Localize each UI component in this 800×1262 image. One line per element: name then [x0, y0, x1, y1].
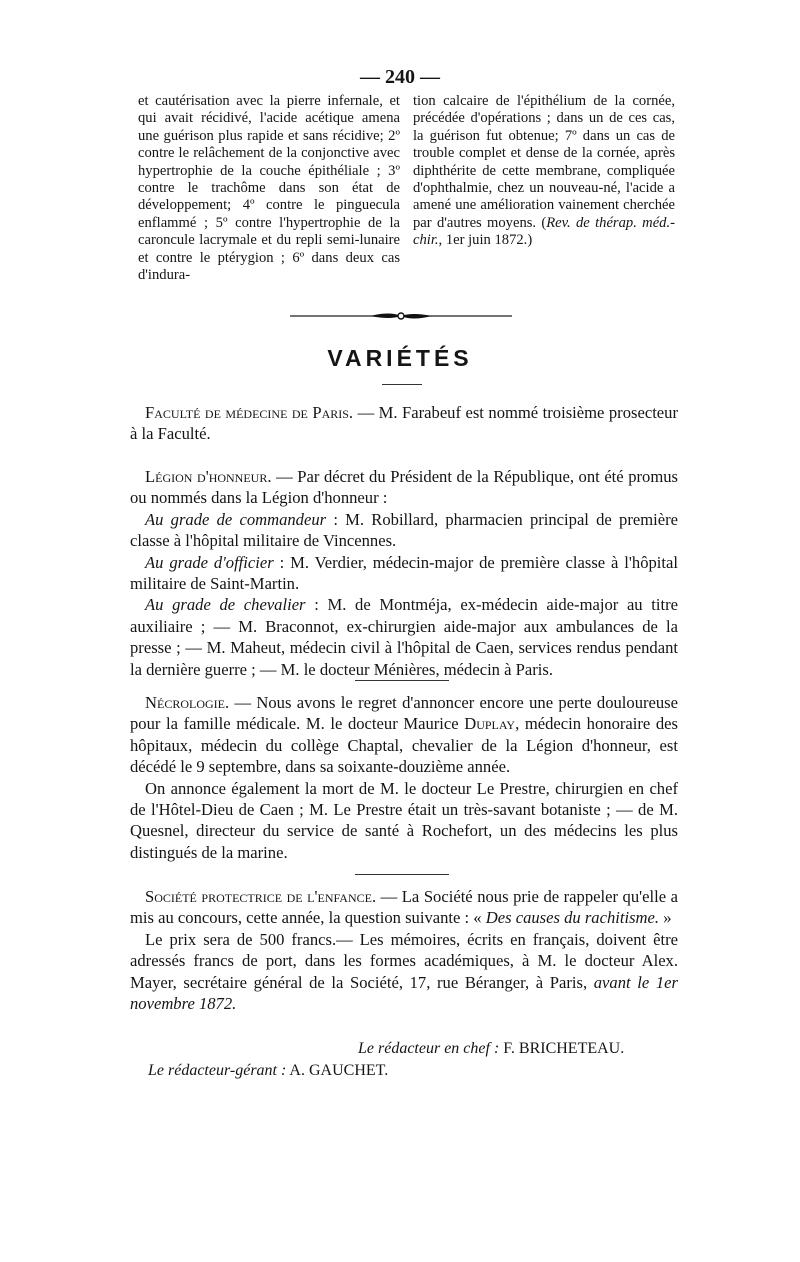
signature-chief-label: Le rédacteur en chef : — [358, 1040, 500, 1057]
left-column-text: et cautérisation avec la pierre infernale, et qui avait récidivé, l'acide acétique amena une guérison plus rapide et sans récidive; 2º contre le relâchement de la conjonctive avec hypertrophie de la couche épithéliale ; 3º contre le trachôme dans son état de développement; 4º contre le pinguecula enflammé ; 5º contre l'hypertrophie de la caroncule lacrymale et du repli semi-lunaire et contre le ptérygion ; 6º dans deux cas d'indura- — [138, 93, 400, 284]
ornament-divider — [290, 310, 512, 322]
societe-heading: Société protectrice de l'enfance. — [145, 887, 377, 906]
necrologie-text-2: , médecin honoraire des hôpitaux, médecin du collège Chaptal, chevalier de la Légion d'honneur, est décédé le 9 septembre, dans sa soixante-douzième année. — [130, 714, 678, 777]
section-title: VARIÉTÉS — [327, 345, 473, 371]
faculte-paragraph — [130, 402, 678, 445]
faculte-text: — M. Farabeuf est nommé troisième prosecteur à la Faculté. — [130, 403, 678, 444]
legion-chevalier — [130, 594, 678, 680]
signature-chief-name: F. BRICHETEAU. — [499, 1040, 625, 1057]
separator-rule-1 — [355, 680, 449, 681]
commandeur-label: Au grade de commandeur — [145, 509, 327, 529]
signature-gerant — [148, 1062, 548, 1080]
left-column — [138, 93, 400, 284]
societe-paragraph-2 — [130, 929, 678, 1015]
necrologie-heading: Nécrologie. — [145, 693, 230, 712]
necrologie-paragraph-2: On annonce également la mort de M. le docteur Le Prestre, chirurgien en chef de l'Hôtel-Dieu de Caen ; M. Le Prestre était un très-savant botaniste ; — de M. Quesnel, directeur du service de santé à Rochefort, un des médecins les plus distingués de la marine. — [130, 778, 678, 862]
right-column-text — [413, 93, 675, 250]
chevalier-label: Au grade de chevalier — [145, 595, 306, 615]
legion-section — [130, 466, 678, 680]
journal-date: , 1er juin 1872.) — [438, 232, 533, 249]
necrologie-text-1: — Nous avons le regret d'annoncer encore une perte douloureuse pour la famille médicale. M. le docteur Maurice — [130, 693, 678, 734]
faculte-section — [130, 402, 678, 445]
signature-gerant-name: A. GAUCHET. — [286, 1062, 389, 1079]
prize-text: Le prix sera de 500 francs.— Les mémoires, écrits en français, doivent être adressés francs de port, dans les formes académiques, à M. le docteur Alex. Mayer, secrétaire général de la Société, 17, rue Béranger, à Paris, — [130, 929, 678, 992]
duplay-name: Duplay — [464, 714, 516, 734]
faculte-heading: Faculté de médecine de Paris. — [145, 403, 354, 422]
question-close: » — [659, 908, 672, 928]
journal-reference: Rev. de thérap. méd.-chir. — [413, 214, 675, 249]
necrologie-section — [130, 692, 678, 863]
right-column-body: tion calcaire de l'épithélium de la cornée, précédée d'opérations ; dans un de ces cas, la guérison fut obtenue; 7º dans un cas de trouble complet et dense de la cornée, après diphthérite de cette membrane, compliquée d'ophthalmie, chez un nouveau-né, l'acide a amené une amélioration vainement cherchée par d'autres moyens. ( — [413, 93, 675, 231]
commandeur-text: : M. Robillard, pharmacien principal de première classe à l'hôpital militaire de Vincennes. — [130, 509, 678, 551]
separator-rule-2 — [355, 874, 449, 875]
legion-commandeur — [130, 509, 678, 552]
right-column — [413, 93, 675, 250]
societe-paragraph-1 — [130, 886, 678, 929]
officier-text: : M. Verdier, médecin-major de première classe à l'hôpital militaire de Saint-Martin. — [130, 552, 678, 594]
officier-label: Au grade d'officier — [145, 552, 274, 572]
title-underline — [382, 384, 422, 385]
page-number: — 240 — — [360, 66, 440, 88]
societe-text: — La Société nous prie de rappeler qu'elle a mis au concours, cette année, la question suivante : « — [130, 887, 678, 928]
necrologie-paragraph-1 — [130, 692, 678, 778]
legion-heading: Légion d'honneur. — [145, 467, 272, 486]
chevalier-text: : M. de Montméja, ex-médecin aide-major au titre auxiliaire ; — M. Braconnot, ex-chirurgien aide-major aux ambulances de la presse ; — M. Maheut, médecin civil à l'hôpital de Caen, services rendus pendant la dernière guerre ; — M. le docteur Ménières, médecin à Paris. — [130, 595, 678, 679]
signature-gerant-label: Le rédacteur-gérant : — [148, 1062, 287, 1079]
signature-chief — [358, 1040, 678, 1058]
concours-question: Des causes du rachitisme. — [485, 908, 660, 928]
legion-intro — [130, 466, 678, 509]
deadline-text: avant le 1er novembre 1872. — [130, 972, 678, 1014]
legion-officier — [130, 552, 678, 595]
legion-intro-text: — Par décret du Président de la République, ont été promus ou nommés dans la Légion d'honneur : — [130, 467, 679, 508]
societe-section — [130, 886, 678, 1014]
